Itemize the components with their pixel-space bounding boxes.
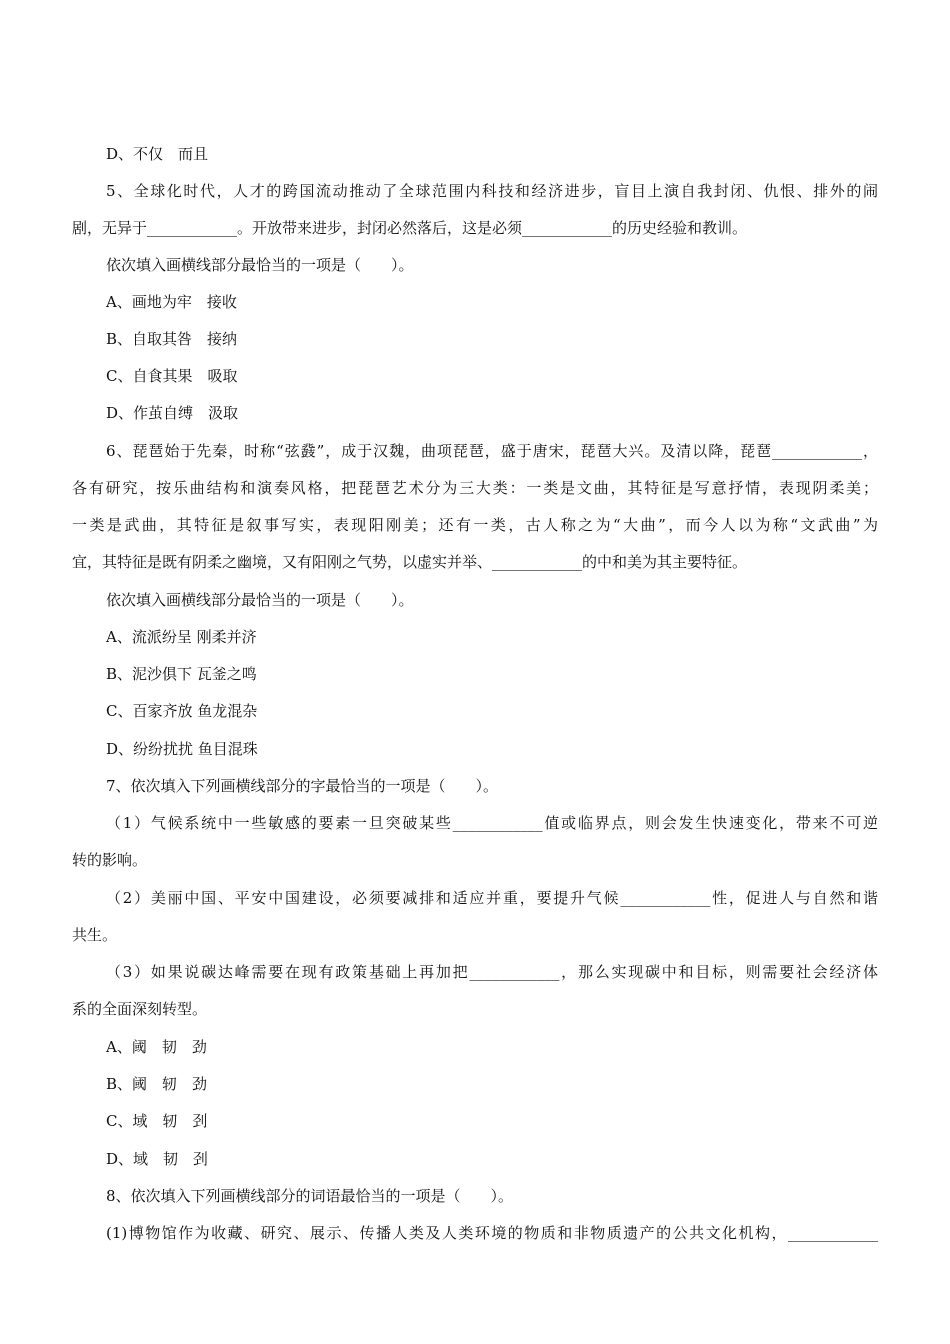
q7-option-b: B、阈 轫 劲 bbox=[106, 1075, 208, 1093]
q6-option-b: B、泥沙俱下 瓦釜之鸣 bbox=[106, 665, 257, 683]
q4-option-d: D、不仅 而且 bbox=[106, 145, 209, 163]
q8-stem: 8、依次填入下列画横线部分的词语最恰当的一项是（ ）。 bbox=[106, 1187, 514, 1205]
q7-item-2-line-2: 共生。 bbox=[72, 926, 118, 944]
q6-option-d: D、纷纷扰扰 鱼目混珠 bbox=[106, 740, 258, 758]
q8-item-1-line-1: (1)博物馆作为收藏、研究、展示、传播人类及人类环境的物质和非物质遗产的公共文化机构，____________ bbox=[106, 1224, 878, 1242]
q7-option-a: A、阈 韧 劲 bbox=[106, 1038, 207, 1056]
q5-option-a: A、画地为牢 接收 bbox=[106, 293, 237, 311]
q6-stem-line-2: 各有研究，按乐曲结构和演奏风格，把琵琶艺术分为三大类：一类是文曲，其特征是写意抒情，表现阴柔美； bbox=[72, 479, 878, 497]
q7-item-3-line-1: （3）如果说碳达峰需要在现有政策基础上再加把____________，那么实现碳中和目标，则需要社会经济体 bbox=[106, 963, 878, 981]
q7-item-3-line-2: 系的全面深刻转型。 bbox=[72, 1000, 208, 1018]
q6-prompt: 依次填入画横线部分最恰当的一项是（ ）。 bbox=[106, 591, 414, 609]
q6-stem-line-4: 宜，其特征是既有阴柔之幽境，又有阳刚之气势，以虚实并举、____________的中和美为其主要特征。 bbox=[72, 553, 748, 571]
q7-item-2-line-1: （2）美丽中国、平安中国建设，必须要减排和适应并重，要提升气候____________性，促进人与自然和谐 bbox=[106, 889, 878, 907]
q7-option-c: C、域 轫 刭 bbox=[106, 1112, 208, 1130]
q5-option-d: D、作茧自缚 汲取 bbox=[106, 404, 239, 422]
q7-item-1-line-1: （1）气候系统中一些敏感的要素一旦突破某些____________值或临界点，则会发生快速变化，带来不可逆 bbox=[106, 814, 878, 832]
q5-option-c: C、自食其果 吸取 bbox=[106, 367, 238, 385]
q5-stem-line-1: 5、全球化时代，人才的跨国流动推动了全球范围内科技和经济进步，盲目上演自我封闭、仇恨、排外的闹 bbox=[106, 182, 878, 200]
q7-option-d: D、域 韧 刭 bbox=[106, 1150, 209, 1168]
q5-option-b: B、自取其咎 接纳 bbox=[106, 330, 238, 348]
q5-prompt: 依次填入画横线部分最恰当的一项是（ ）。 bbox=[106, 256, 414, 274]
q6-stem-line-1: 6、琵琶始于先秦，时称“弦鼗”，成于汉魏，曲项琵琶，盛于唐宋，琵琶大兴。及清以降，琵琶____________， bbox=[106, 442, 878, 460]
q7-stem: 7、依次填入下列画横线部分的字最恰当的一项是（ ）。 bbox=[106, 777, 499, 795]
q6-option-c: C、百家齐放 鱼龙混杂 bbox=[106, 702, 258, 720]
q5-stem-line-2: 剧，无异于____________。开放带来进步，封闭必然落后，这是必须____________的历史经验和教训。 bbox=[72, 219, 748, 237]
q6-option-a: A、流派纷呈 刚柔并济 bbox=[106, 628, 257, 646]
q6-stem-line-3: 一类是武曲，其特征是叙事写实，表现阳刚美；还有一类，古人称之为“大曲”，而今人以为称“文武曲”为 bbox=[72, 516, 878, 534]
q7-item-1-line-2: 转的影响。 bbox=[72, 851, 148, 869]
